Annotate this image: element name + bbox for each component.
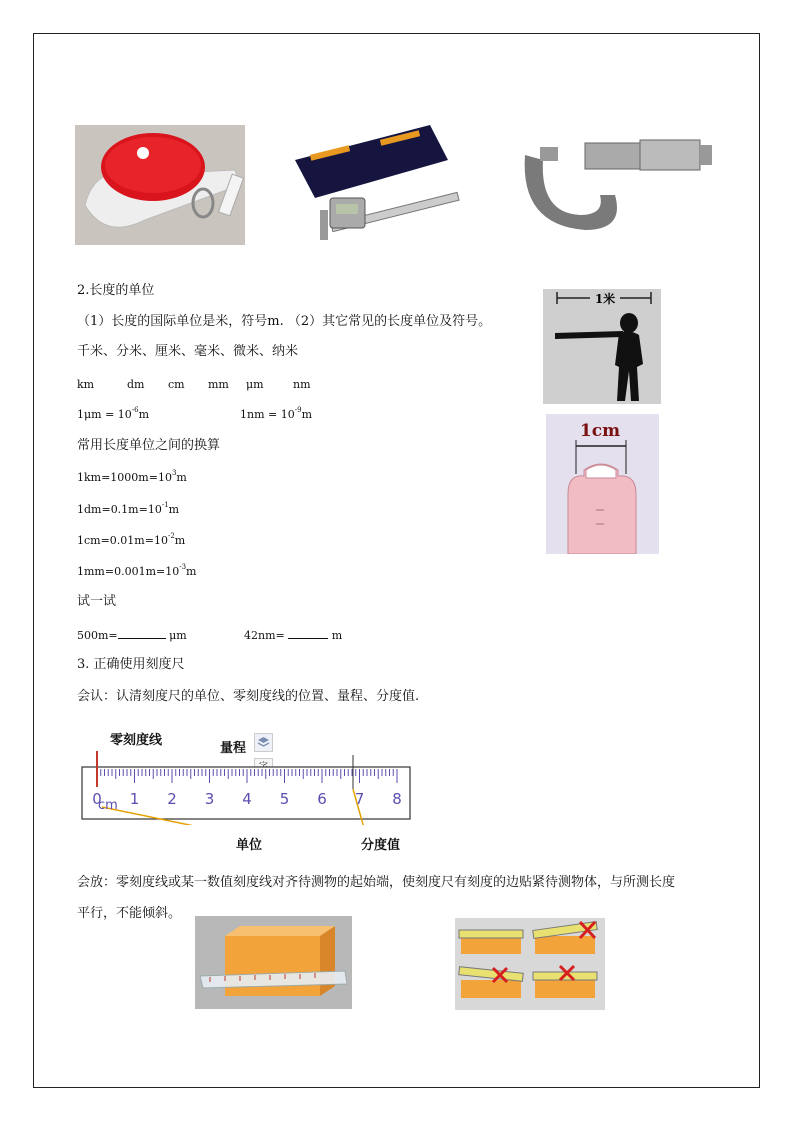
mm-conversion: $1mm=0.001m=10^{-3}m$	[77, 563, 197, 578]
unit-symbol: dm	[127, 378, 145, 391]
micrometer-conversion: $1\mu m = 10^{-6}m$	[77, 406, 150, 421]
cm-conversion: $1cm=0.01m=10^{-2}m$	[77, 532, 186, 547]
range-label: 量程	[220, 741, 247, 756]
micrometer-image	[515, 125, 715, 240]
unit-symbol: nm	[293, 378, 311, 391]
exercise-2: 42nm= m	[244, 626, 342, 644]
ruler-number: 2	[167, 790, 177, 808]
ruler-number: 8	[392, 790, 402, 808]
huiren-text: 会认：认清刻度尺的单位、零刻度线的位置、量程、分度值.	[77, 689, 420, 704]
unit-symbol: μm	[246, 378, 264, 391]
huifang-text-1: 会放：零刻度线或某一数值刻度线对齐待测物的起始端，使刻度尺有刻度的边贴紧待测物体，与所测长度	[77, 875, 676, 890]
tape-measure-image	[75, 125, 245, 245]
correct-placement-image	[195, 916, 352, 1009]
dm-conversion: $1dm=0.1m=10^{-1}m$	[77, 501, 180, 516]
km-conversion: $1km=1000m=10^3m$	[77, 469, 187, 484]
zero-line-label: 零刻度线	[110, 733, 163, 748]
conversion-heading: 常用长度单位之间的换算	[77, 438, 221, 453]
nanometer-conversion: $1nm = 10^{-9}m$	[240, 406, 312, 421]
meter-label: 1米	[594, 292, 616, 306]
ruler-number: 4	[242, 790, 252, 808]
ruler-number: 3	[204, 790, 215, 808]
units-chinese: 千米、分米、厘米、毫米、微米、纳米	[77, 344, 299, 359]
try-heading: 试一试	[77, 594, 117, 609]
section2-heading: 2.长度的单位	[77, 283, 155, 298]
unit-symbol: km	[77, 378, 95, 391]
vernier-caliper-image	[290, 120, 465, 240]
section3-heading: 3. 正确使用刻度尺	[77, 657, 185, 672]
ruler-number: 6	[317, 790, 327, 808]
unit-symbol: cm	[168, 378, 185, 391]
ruler-number: 0	[92, 790, 102, 808]
exercise-1: 500m= μm	[77, 626, 187, 644]
division-label: 分度值	[361, 838, 401, 853]
ruler-number: 7	[354, 790, 365, 808]
ruler-number: 1	[129, 790, 140, 808]
huifang-text-2: 平行，不能倾斜。	[77, 906, 182, 921]
ruler-unit-mark: cm	[98, 798, 118, 813]
incorrect-placement-image	[455, 918, 605, 1010]
si-unit-text: （1）长度的国际单位是米，符号m. （2）其它常见的长度单位及符号。	[77, 314, 492, 329]
ruler-number: 5	[279, 790, 290, 808]
ruler-diagram	[80, 745, 420, 825]
one-centimeter-figure	[546, 414, 659, 554]
unit-symbol: mm	[208, 378, 229, 391]
unit-label: 单位	[236, 838, 263, 853]
cm-label: 1cm	[579, 421, 621, 441]
one-meter-figure	[543, 289, 661, 404]
